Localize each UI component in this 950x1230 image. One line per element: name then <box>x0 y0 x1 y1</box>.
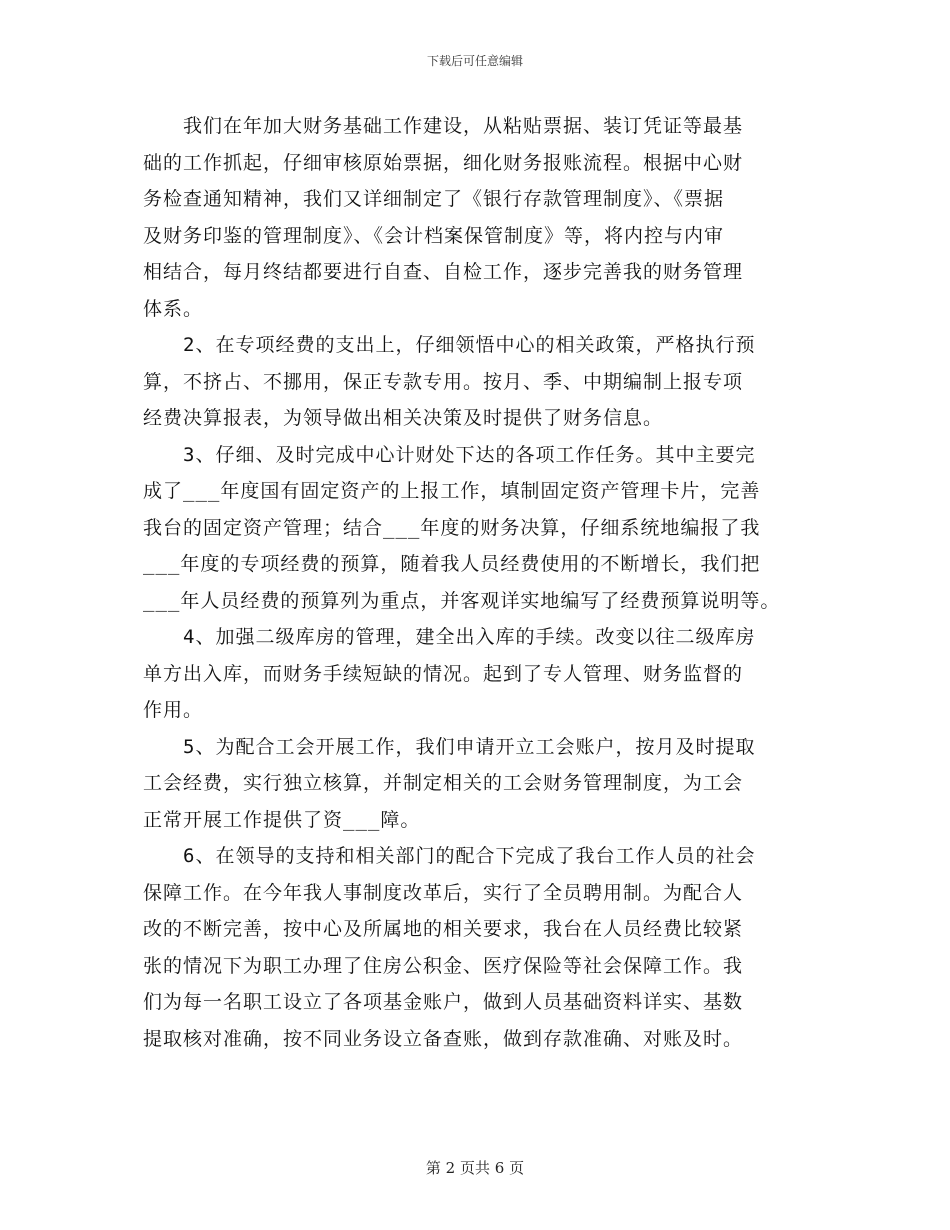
paragraph-intro <box>143 108 813 327</box>
paragraph-item-2 <box>143 327 813 437</box>
text-line: 我台的固定资产管理；结合___年度的财务决算，仔细系统地编报了我 <box>143 516 761 539</box>
text-line: 6、在领导的支持和相关部门的配合下完成了我台工作人员的社会 <box>143 845 756 867</box>
text-line: 改的不断完善，按中心及所属地的相关要求，我台在人员经费比较紧 <box>143 918 744 940</box>
paragraph-item-3 <box>143 437 813 620</box>
text-line: 我们在年加大财务基础工作建设，从粘贴票据、装订凭证等最基 <box>143 115 744 137</box>
text-line: 提取核对准确，按不同业务设立备查账，做到存款准确、对账及时。 <box>143 1027 744 1050</box>
text-line: 3、仔细、及时完成中心计财处下达的各项工作任务。其中主要完 <box>143 443 756 466</box>
text-line: 体系。 <box>143 297 204 320</box>
text-line: 算，不挤占、不挪用，保正专款专用。按月、季、中期编制上报专项 <box>143 370 744 393</box>
page-number: 第 2 页共 6 页 <box>425 1159 525 1177</box>
text-line: 正常开展工作提供了资___障。 <box>143 808 421 831</box>
text-line: 础的工作抓起，仔细审核原始票据，细化财务报账流程。根据中心财 <box>143 151 744 174</box>
text-line: 张的情况下为职工办理了住房公积金、医疗保险等社会保障工作。我 <box>143 954 744 977</box>
text-line: 保障工作。在今年我人事制度改革后，实行了全员聘用制。为配合人 <box>143 881 744 904</box>
page-header: 下载后可任意编辑 <box>426 54 523 68</box>
text-line: 及财务印鉴的管理制度》、《会计档案保管制度》等，将内控与内审 <box>143 224 725 247</box>
paragraph-item-4 <box>143 619 813 729</box>
text-line: 单方出入库，而财务手续短缺的情况。起到了专人管理、财务监督的 <box>143 662 744 685</box>
text-line: ___年人员经费的预算列为重点，并客观详实地编写了经费预算说明等。 <box>143 589 781 612</box>
text-line: 相结合，每月终结都要进行自查、自检工作，逐步完善我的财务管理 <box>143 261 744 283</box>
text-line: 工会经费，实行独立核算，并制定相关的工会财务管理制度，为工会 <box>143 772 744 794</box>
document-body <box>143 108 813 1057</box>
text-line: 5、为配合工会开展工作，我们申请开立工会账户，按月及时提取 <box>143 735 756 758</box>
paragraph-item-5 <box>143 729 813 839</box>
paragraph-item-6 <box>143 838 813 1057</box>
text-line: ___年度的专项经费的预算，随着我人员经费使用的不断增长，我们把 <box>143 553 761 575</box>
text-line: 们为每一名职工设立了各项基金账户，做到人员基础资料详实、基数 <box>143 991 744 1013</box>
text-line: 2、在专项经费的支出上，仔细领悟中心的相关政策，严格执行预 <box>143 334 756 356</box>
text-line: 务检查通知精神，我们又详细制定了《银行存款管理制度》、《票据 <box>143 188 725 210</box>
text-line: 成了___年度国有固定资产的上报工作，填制固定资产管理卡片，完善 <box>143 480 761 502</box>
text-line: 作用。 <box>143 699 204 721</box>
text-line: 4、加强二级库房的管理，建全出入库的手续。改变以往二级库房 <box>143 626 756 648</box>
text-line: 经费决算报表，为领导做出相关决策及时提供了财务信息。 <box>143 407 664 429</box>
